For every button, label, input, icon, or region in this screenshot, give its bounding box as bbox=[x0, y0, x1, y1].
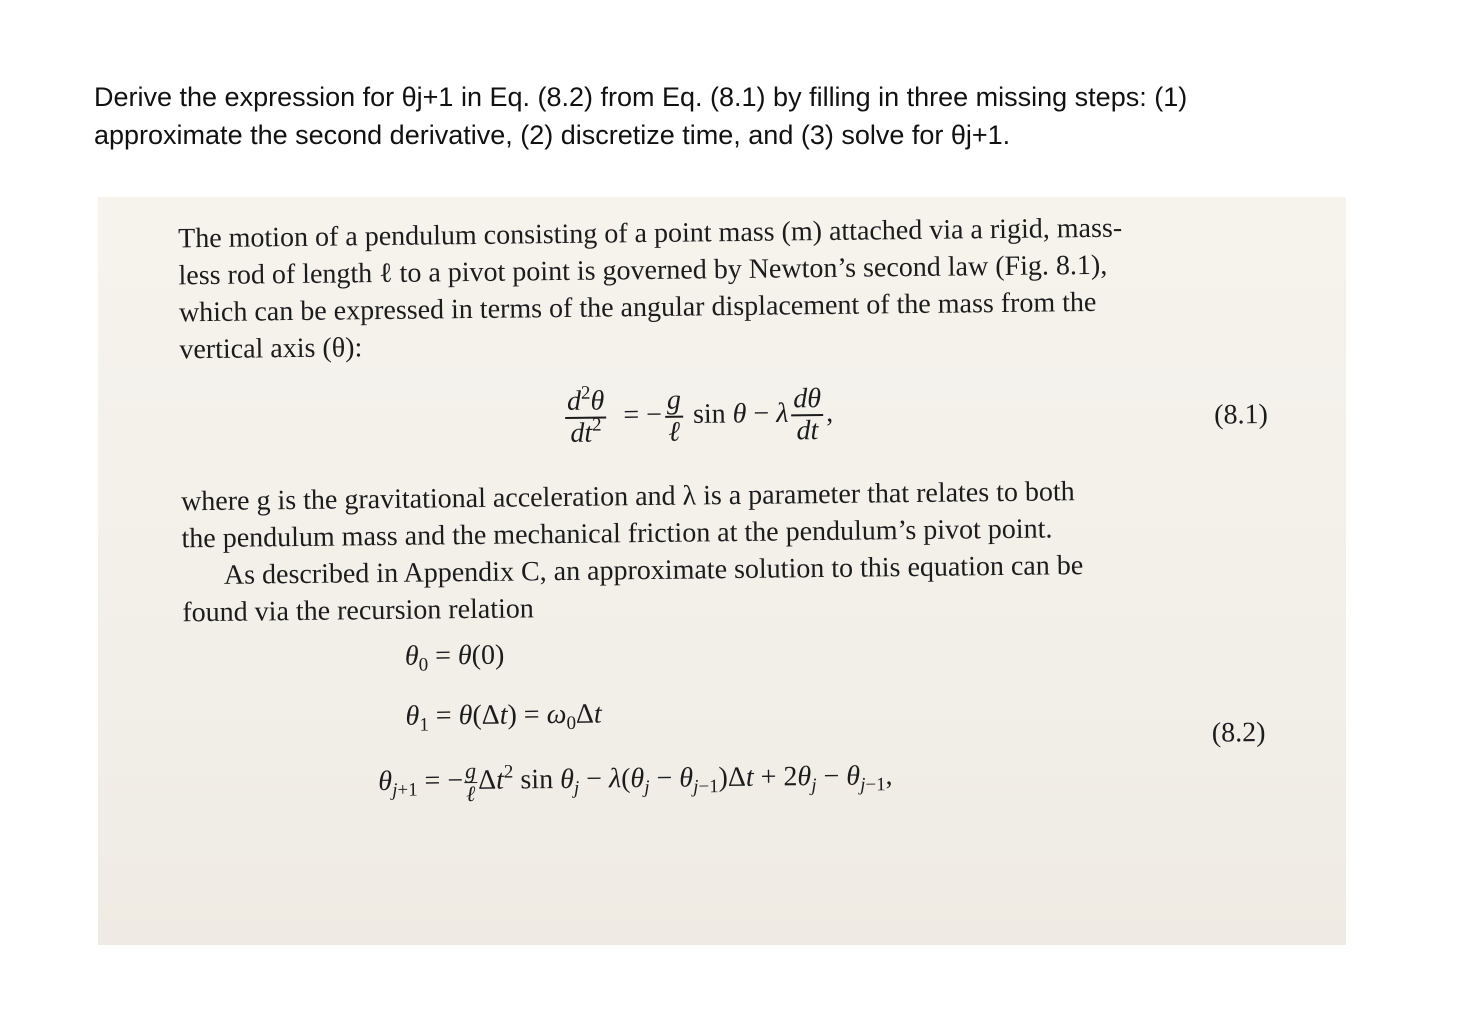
textbook-excerpt-image bbox=[98, 197, 1346, 945]
g-over-l-small-fraction: $\frac{g}{\text{ℓ}}$ bbox=[464, 757, 477, 807]
para1-line-3: which can be expressed in terms of the angular displacement of the mass from the bbox=[178, 286, 1097, 329]
para2-line-3: As described in Appendix C, an approximate solution to this equation can be bbox=[223, 550, 1084, 591]
prompt-line-1: Derive the expression for θj+1 in Eq. (8.2) from Eq. (8.1) by filling in three missing steps: (1) bbox=[94, 82, 1188, 112]
para1-line-4: vertical axis (θ): bbox=[179, 332, 363, 366]
para1-line-2: less rod of length ℓ to a pivot point is governed by Newton’s second law (Fig. 8.1), bbox=[178, 249, 1108, 292]
para1-line-1: The motion of a pendulum consisting of a point mass (m) attached via a rigid, mass- bbox=[177, 212, 1123, 255]
second-derivative-fraction: $\frac{d^2\theta}{dt^2}$ bbox=[565, 386, 607, 448]
textbook-page bbox=[98, 197, 1346, 945]
para2-line-4: found via the recursion relation bbox=[182, 593, 534, 629]
para2-line-2: the pendulum mass and the mechanical friction at the pendulum’s pivot point. bbox=[181, 513, 1053, 555]
equation-8-2-line-2: $\theta_1 = \theta(\Delta t) = \omega_0\Delta t$ bbox=[405, 698, 602, 736]
g-over-l-fraction: $\frac{g}{\text{ℓ}}$ bbox=[665, 386, 684, 448]
para2-line-1: where g is the gravitational acceleration and λ is a parameter that relates to both bbox=[180, 476, 1075, 518]
first-derivative-fraction: $\frac{d\theta}{dt}$ bbox=[791, 384, 823, 446]
equation-8-2-number: (8.2) bbox=[1211, 717, 1266, 749]
equation-8-2-line-1: $\theta_0 = \theta(0)$ bbox=[404, 639, 505, 676]
prompt-line-2: approximate the second derivative, (2) discretize time, and (3) solve for θj+1. bbox=[94, 120, 1011, 150]
equation-8-1-number: (8.1) bbox=[1214, 398, 1269, 431]
question-prompt bbox=[94, 78, 1354, 154]
equation-8-2-line-3: $\theta_{j+1}$ = − $\frac{g}{\text{ℓ}}$ $\Delta t^2$ $\sin \theta_j - \lambda(\theta_j - \theta_{j-1})\Delta t + 2\theta_j - \theta_{j-1}$, bbox=[378, 757, 893, 807]
equation-8-1: $\frac{d^2\theta}{dt^2}$ = − $\frac{g}{\text{ℓ}}$ sin θ − λ $\frac{d\theta}{dt}$ , bbox=[566, 382, 834, 449]
